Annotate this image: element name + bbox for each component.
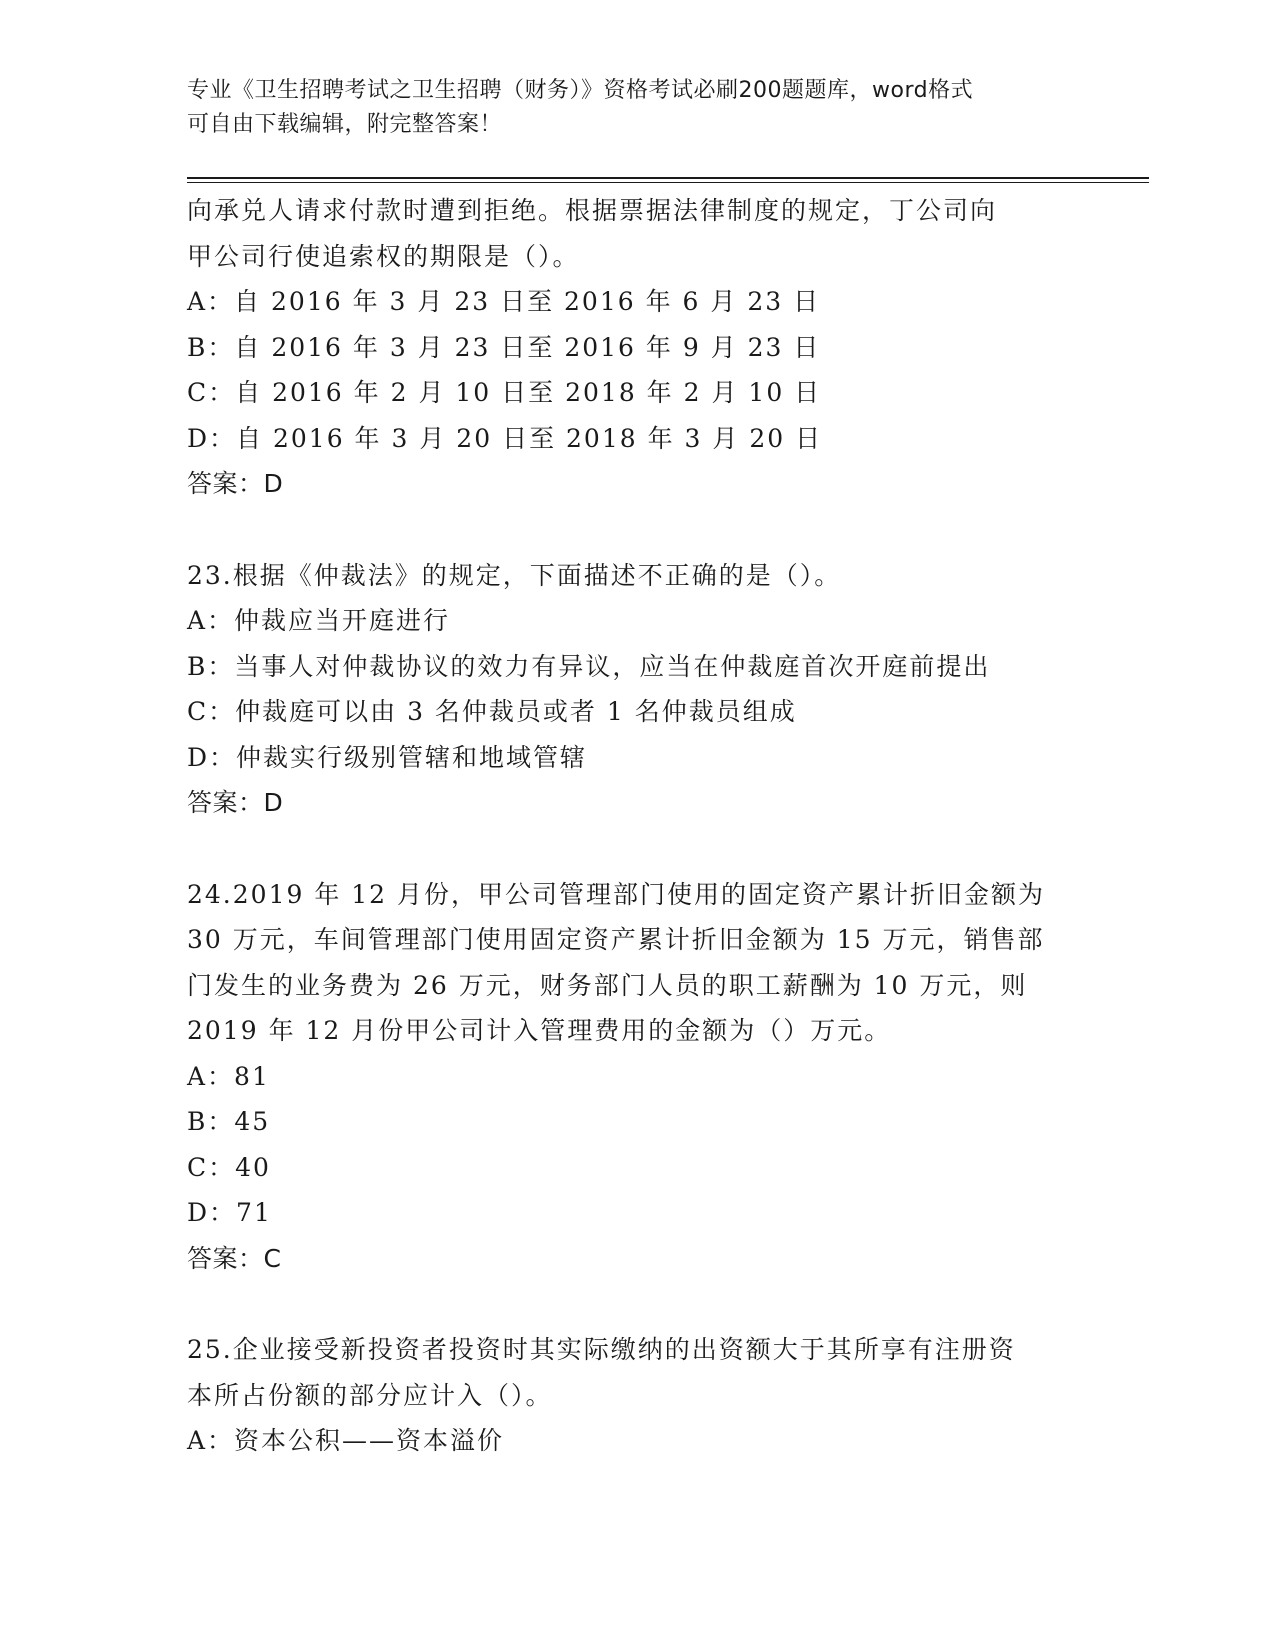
option-a: A：81 [187,1061,270,1091]
answer: 答案：C [187,1243,282,1273]
spacer [187,826,1087,872]
header-divider-thick [187,177,1149,179]
question-24 [187,872,1087,1282]
answer: 答案：D [187,788,284,817]
question-stem: 24.2019 年 12 月份，甲公司管理部门使用的固定资产累计折旧金额为 [187,879,1046,909]
option-c: C：仲裁庭可以由 3 名仲裁员或者 1 名仲裁员组成 [187,697,797,726]
option-d: D：自 2016 年 3 月 20 日至 2018 年 3 月 20 日 [187,423,823,453]
header-line-2: 可自由下载编辑，附完整答案！ [187,112,503,137]
question-stem: 2019 年 12 月份甲公司计入管理费用的金额为（）万元。 [187,1016,892,1045]
answer: 答案：D [187,469,284,498]
option-a: A：仲裁应当开庭进行 [187,606,451,635]
question-23 [187,553,1087,826]
option-c: C：40 [187,1152,271,1182]
option-a: A：资本公积——资本溢价 [187,1426,505,1455]
question-22 [187,188,1087,507]
option-c: C：自 2016 年 2 月 10 日至 2018 年 2 月 10 日 [187,378,822,407]
option-a: A：自 2016 年 3 月 23 日至 2016 年 6 月 23 日 [187,287,821,316]
option-d: D：71 [187,1198,272,1227]
question-stem: 30 万元，车间管理部门使用固定资产累计折旧金额为 15 万元，销售部 [187,925,1045,954]
question-stem: 甲公司行使追索权的期限是（）。 [187,241,580,271]
question-stem: 向承兑人请求付款时遭到拒绝。根据票据法律制度的规定，丁公司向 [187,196,998,225]
header-divider-thin [187,182,1149,183]
option-b: B：45 [187,1107,271,1136]
question-stem: 25.企业接受新投资者投资时其实际缴纳的出资额大于其所享有注册资 [187,1335,1016,1364]
question-list [187,188,1087,1464]
question-stem: 23.根据《仲裁法》的规定，下面描述不正确的是（）。 [187,560,842,590]
option-d: D：仲裁实行级别管辖和地域管辖 [187,742,588,772]
option-b: B：自 2016 年 3 月 23 日至 2016 年 9 月 23 日 [187,332,821,362]
question-25 [187,1327,1087,1464]
question-stem: 本所占份额的部分应计入（）。 [187,1380,553,1410]
option-b: B：当事人对仲裁协议的效力有异议，应当在仲裁庭首次开庭前提出 [187,651,991,681]
question-stem: 门发生的业务费为 26 万元，财务部门人员的职工薪酬为 10 万元，则 [187,970,1028,1000]
spacer [187,507,1087,553]
spacer [187,1281,1087,1327]
header-line-1: 专业《卫生招聘考试之卫生招聘（财务）》资格考试必刷200题题库，word格式 [187,78,974,103]
document-header [187,74,1087,142]
